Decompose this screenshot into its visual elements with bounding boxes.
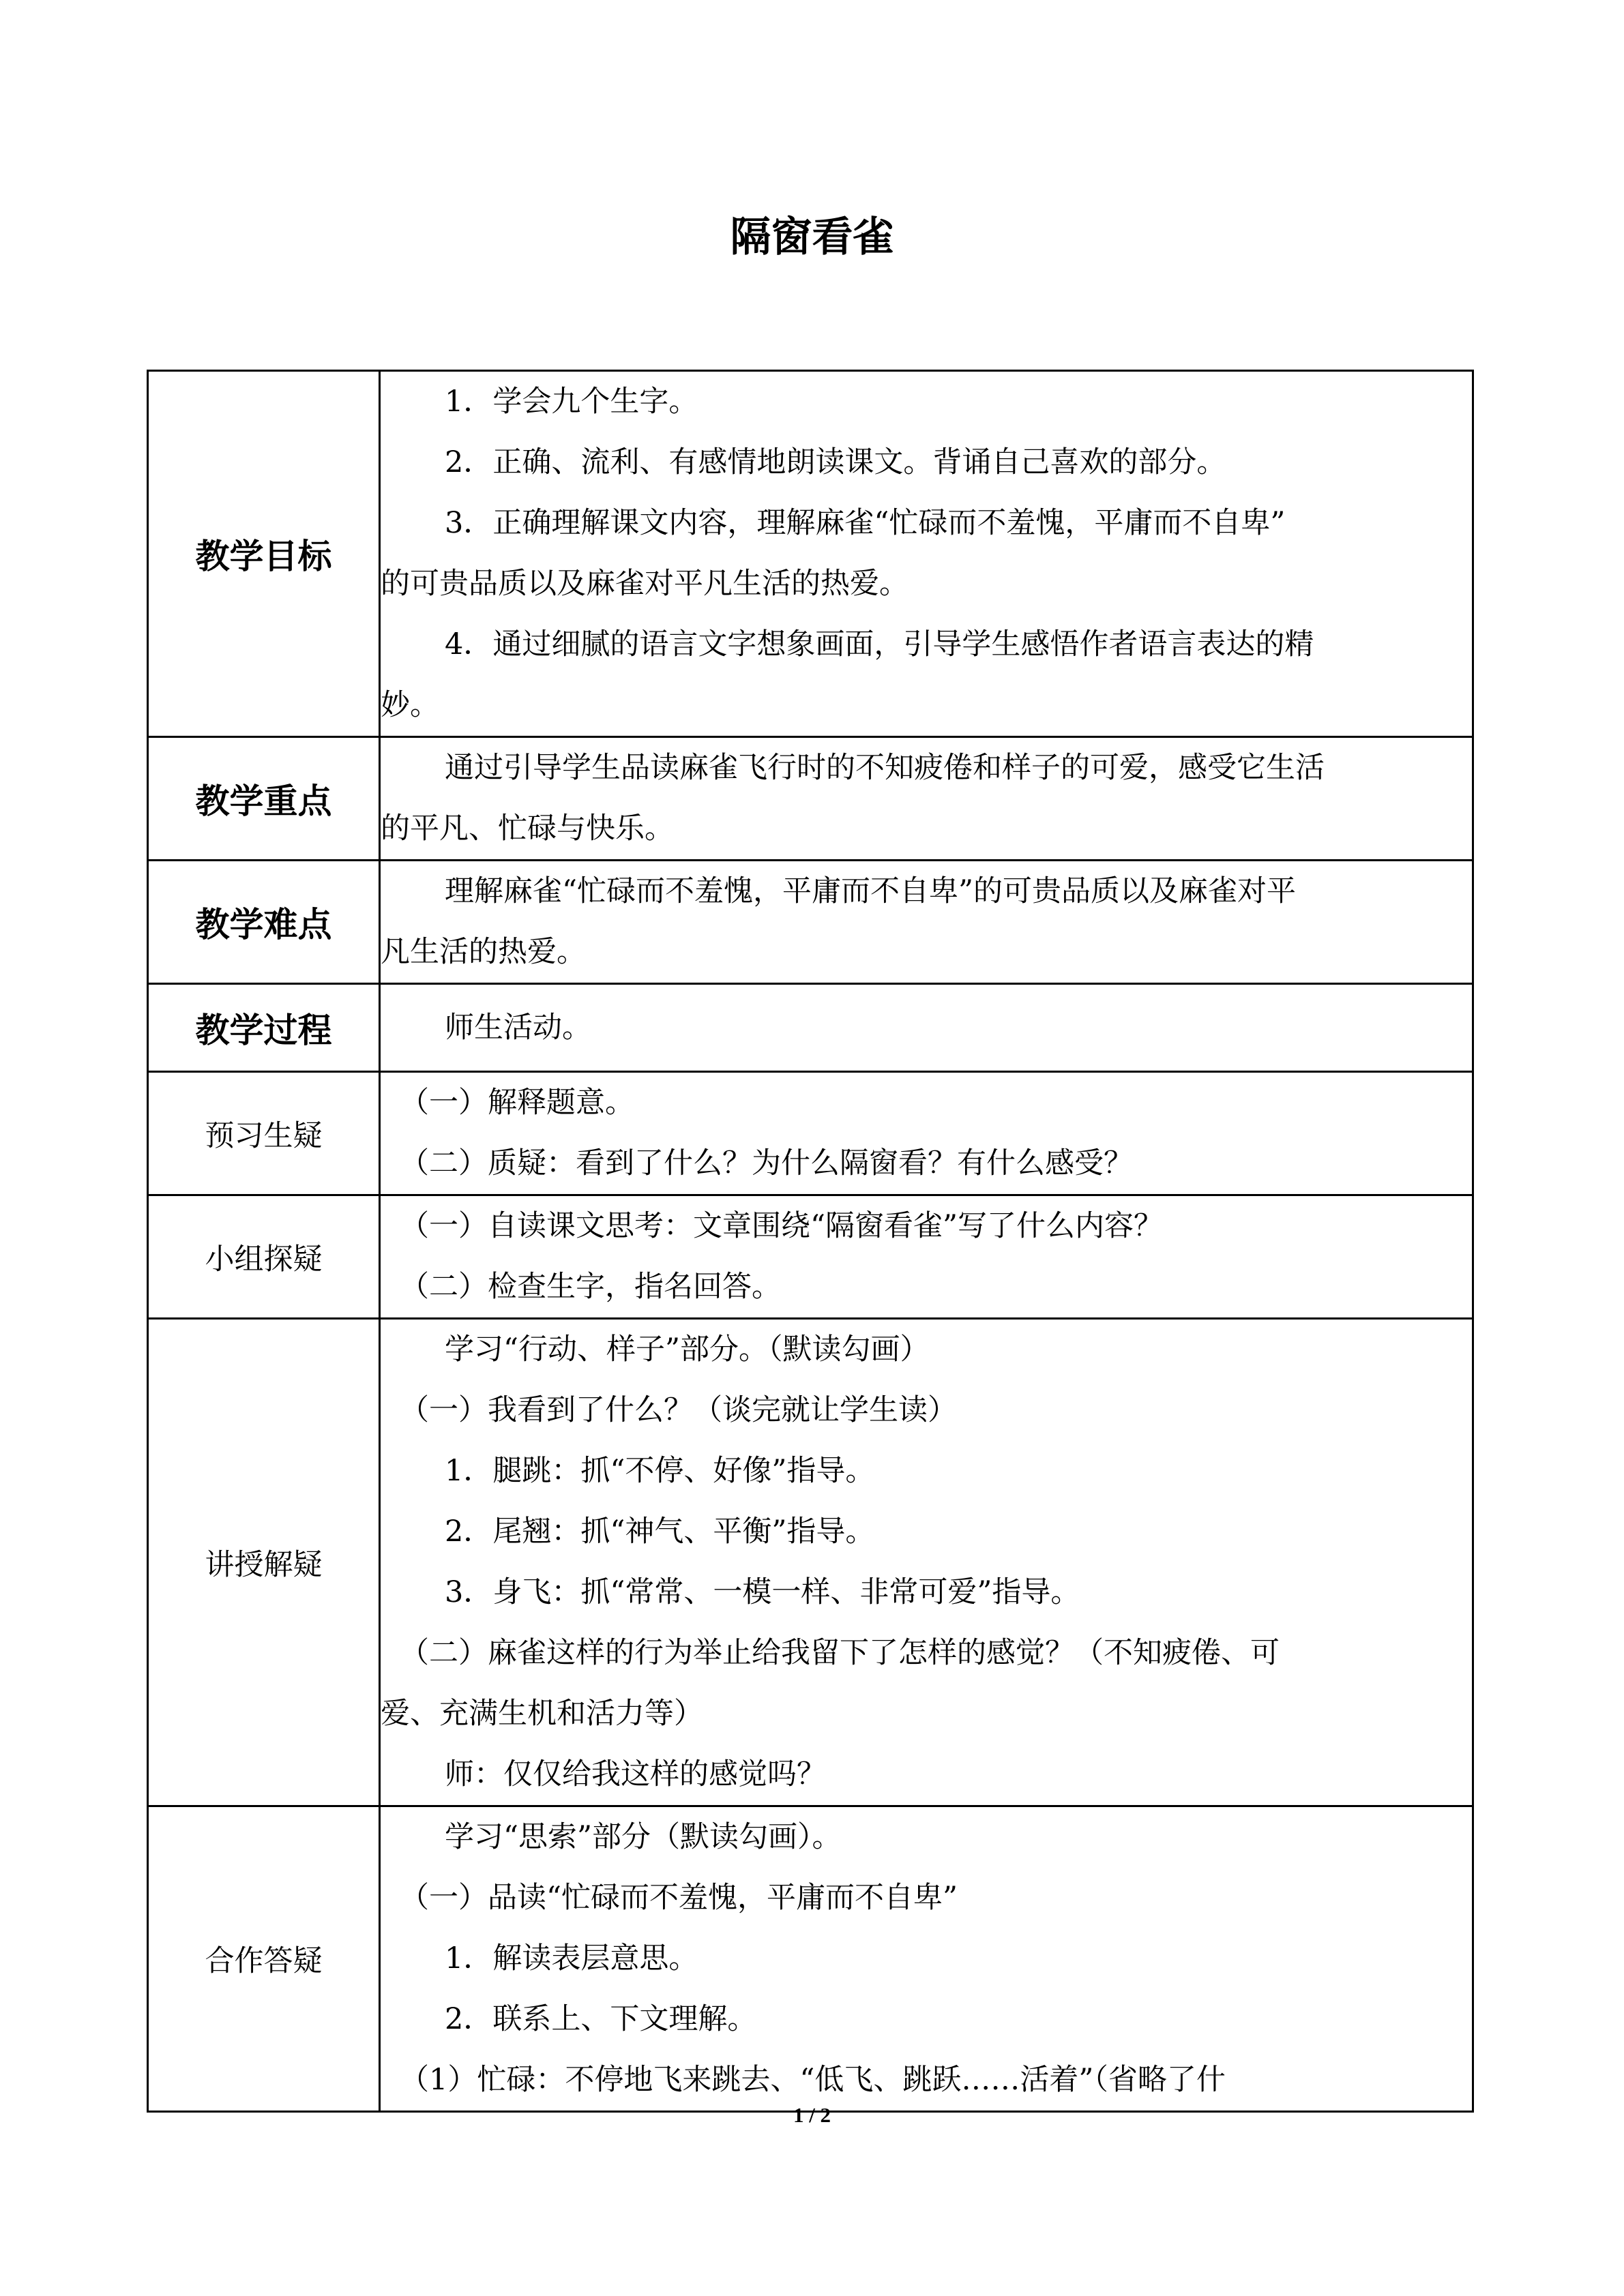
content-line: 凡生活的热爱。 <box>381 935 586 969</box>
row-label: 教学过程 <box>148 984 380 1072</box>
content-line: 的可贵品质以及麻雀对平凡生活的热爱。 <box>381 567 909 601</box>
content-line: 2．正确、流利、有感情地朗读课文。背诵自己喜欢的部分。 <box>445 445 1226 479</box>
row-label: 教学难点 <box>148 861 380 984</box>
content-line: （一）解释题意。 <box>400 1086 634 1120</box>
content-line: 4．通过细腻的语言文字想象画面，引导学生感悟作者语言表达的精 <box>445 627 1314 661</box>
table-row <box>148 1072 1473 1195</box>
document-title: 隔窗看雀 <box>730 213 894 261</box>
table-row <box>148 371 1473 737</box>
content-line: 学习“思索”部分（默读勾画）。 <box>445 1820 842 1854</box>
row-content <box>380 861 1473 984</box>
row-content <box>380 1319 1473 1806</box>
content-line: 妙。 <box>381 688 439 722</box>
content-line: 通过引导学生品读麻雀飞行时的不知疲倦和样子的可爱，感受它生活 <box>445 751 1325 785</box>
content-line: 的平凡、忙碌与快乐。 <box>381 811 674 846</box>
content-line: （二）检查生字，指名回答。 <box>400 1270 781 1304</box>
content-line: 2．联系上、下文理解。 <box>445 2002 757 2036</box>
table-row <box>148 1195 1473 1319</box>
content-line: （一）自读课文思考：文章围绕“隔窗看雀”写了什么内容？ <box>400 1209 1163 1243</box>
row-content <box>380 1806 1473 2112</box>
row-label: 小组探疑 <box>148 1195 380 1319</box>
table-row <box>148 1319 1473 1806</box>
content-line: 师生活动。 <box>445 1010 591 1045</box>
content-line: 爱、充满生机和活力等） <box>381 1697 703 1731</box>
content-line: 师：仅仅给我这样的感觉吗？ <box>445 1757 826 1791</box>
page-number: 1 / 2 <box>793 2103 831 2127</box>
content-line: （一）我看到了什么？（谈完就让学生读） <box>400 1393 957 1427</box>
table-row <box>148 737 1473 861</box>
row-content <box>380 737 1473 861</box>
content-line: 1．解读表层意思。 <box>445 1941 698 1976</box>
content-line: 1．腿跳：抓“不停、好像”指导。 <box>445 1454 875 1488</box>
row-label: 讲授解疑 <box>148 1319 380 1806</box>
table-row <box>148 984 1473 1072</box>
table-row <box>148 861 1473 984</box>
lesson-plan-table <box>147 370 1474 2113</box>
row-content <box>380 1195 1473 1319</box>
table-row <box>148 1806 1473 2112</box>
content-line: （1）忙碌：不停地飞来跳去、“低飞、跳跃……活着”（省略了什 <box>400 2063 1226 2097</box>
row-label: 教学重点 <box>148 737 380 861</box>
content-line: （二）质疑：看到了什么？为什么隔窗看？有什么感受？ <box>400 1146 1133 1180</box>
content-line: 3．正确理解课文内容，理解麻雀“忙碌而不羞愧，平庸而不自卑” <box>445 506 1286 540</box>
content-line: 1．学会九个生字。 <box>445 385 698 419</box>
content-line: 学习“行动、样子”部分。（默读勾画） <box>445 1332 930 1367</box>
row-content <box>380 984 1473 1072</box>
content-line: （一）品读“忙碌而不羞愧，平庸而不自卑” <box>400 1881 958 1915</box>
row-label: 预习生疑 <box>148 1072 380 1195</box>
content-line: （二）麻雀这样的行为举止给我留下了怎样的感觉？（不知疲倦、可 <box>400 1636 1280 1670</box>
row-label: 教学目标 <box>148 371 380 737</box>
row-content <box>380 371 1473 737</box>
content-line: 2．尾翘：抓“神气、平衡”指导。 <box>445 1515 875 1549</box>
row-content <box>380 1072 1473 1195</box>
row-label: 合作答疑 <box>148 1806 380 2112</box>
content-line: 3．身飞：抓“常常、一模一样、非常可爱”指导。 <box>445 1575 1080 1609</box>
content-line: 理解麻雀“忙碌而不羞愧，平庸而不自卑”的可贵品质以及麻雀对平 <box>445 874 1296 908</box>
